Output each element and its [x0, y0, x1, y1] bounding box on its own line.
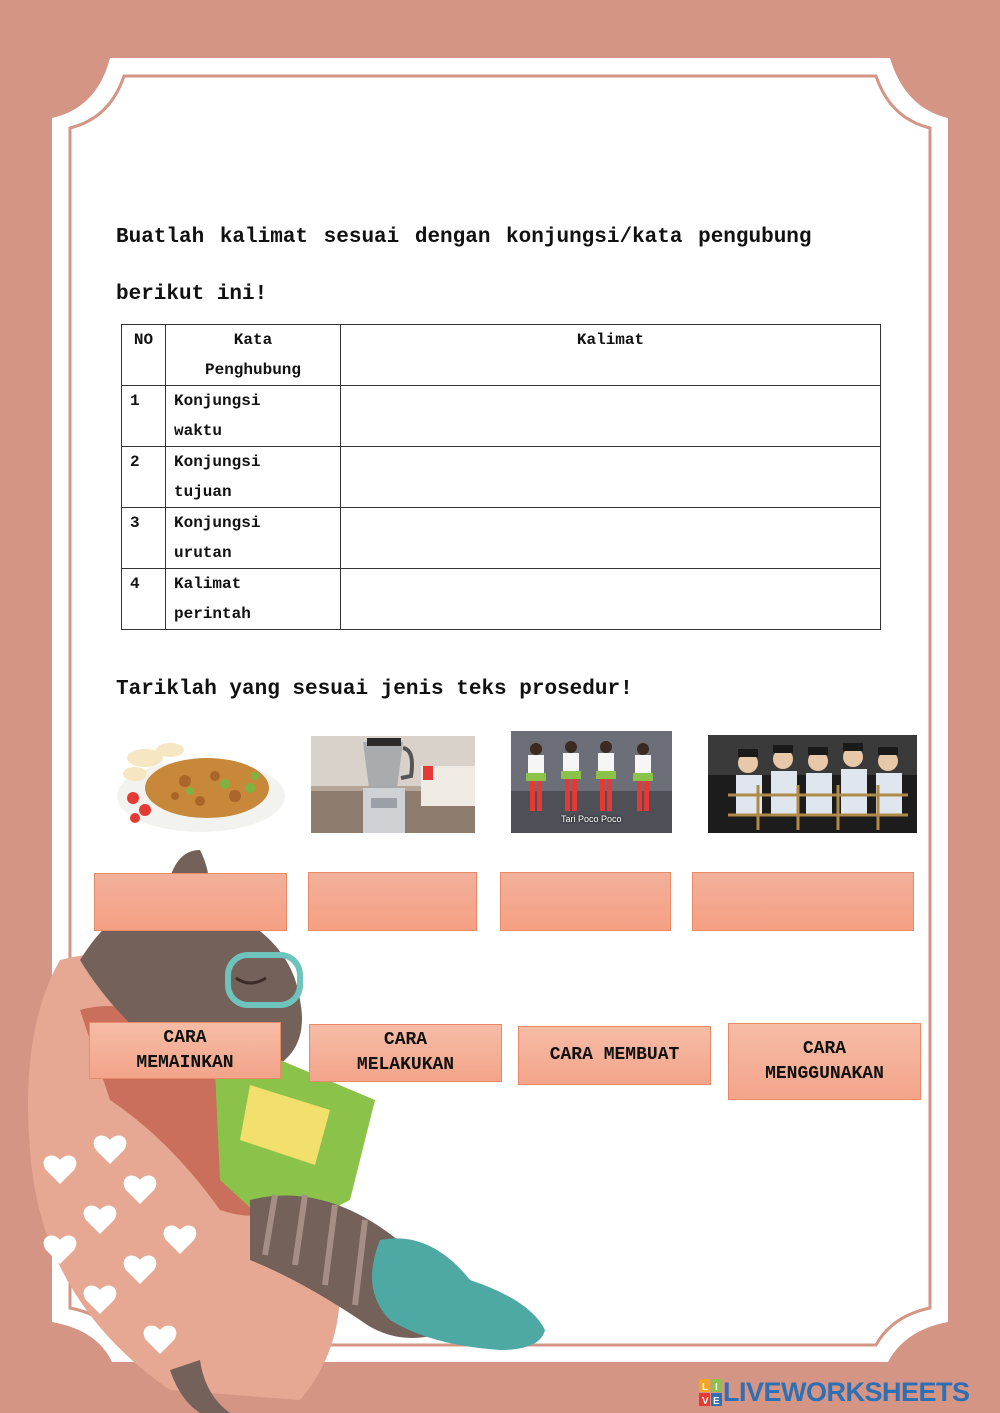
- header-kalimat: Kalimat: [341, 325, 881, 386]
- answer-label-membuat[interactable]: [518, 1026, 711, 1085]
- table-row: [122, 386, 881, 447]
- answer-label-line2: MELAKUKAN: [356, 1055, 455, 1075]
- table-row: [122, 569, 881, 630]
- svg-text:E: E: [713, 1395, 720, 1407]
- row-kata-line2: perintah: [174, 605, 251, 623]
- answer-label-menggunakan[interactable]: [728, 1023, 921, 1100]
- instruction-line-2: berikut ini!: [116, 283, 268, 306]
- row-kata-line1: Konjungsi: [174, 392, 261, 410]
- row-kata: [166, 386, 341, 447]
- row-kata-line2: urutan: [174, 544, 232, 562]
- header-kata-line1: Kata: [233, 331, 273, 349]
- drop-box-1[interactable]: [94, 873, 287, 931]
- answer-label-line1: CARA: [163, 1027, 207, 1048]
- instruction-2: Tariklah yang sesuai jenis teks prosedur!: [116, 678, 633, 701]
- answer-label-memainkan[interactable]: [89, 1022, 281, 1079]
- row-kata: [166, 508, 341, 569]
- conjunction-table: [121, 324, 881, 630]
- live-badge-icon: [699, 1379, 723, 1407]
- row-kata: [166, 569, 341, 630]
- row-kata-line1: Konjungsi: [174, 453, 261, 471]
- drop-box-3[interactable]: [500, 872, 671, 931]
- table-row: [122, 447, 881, 508]
- row-no: 1: [122, 386, 166, 447]
- instruction-line-1: Buatlah kalimat sesuai dengan konjungsi/kata pengubung: [116, 226, 812, 249]
- dance-photo: [511, 731, 672, 833]
- row-kalimat-input[interactable]: [341, 447, 881, 508]
- row-kata-line1: Kalimat: [174, 575, 242, 593]
- liveworksheets-logo: [699, 1377, 970, 1408]
- answer-label-line1: CARA MEMBUAT: [549, 1045, 680, 1065]
- dance-caption: Tari Poco Poco: [561, 814, 622, 824]
- answer-label-melakukan[interactable]: [309, 1024, 502, 1082]
- row-no: 2: [122, 447, 166, 508]
- answer-label-line2: MEMAINKAN: [136, 1052, 234, 1073]
- answer-label-line2: MENGGUNAKAN: [765, 1063, 884, 1084]
- drop-box-2[interactable]: [308, 872, 477, 931]
- header-kata-line2: Penghubung: [204, 361, 301, 379]
- logo-text: LIVEWORKSHEETS: [723, 1377, 970, 1407]
- svg-text:V: V: [702, 1395, 709, 1407]
- table-row: [122, 508, 881, 569]
- row-kalimat-input[interactable]: [341, 569, 881, 630]
- row-kalimat-input[interactable]: [341, 508, 881, 569]
- answer-label-line1: CARA: [802, 1038, 847, 1059]
- row-kata-line2: waktu: [174, 422, 223, 440]
- angklung-photo: [708, 735, 917, 833]
- fried-rice-photo: [115, 736, 287, 833]
- row-kata-line2: tujuan: [174, 483, 232, 501]
- row-no: 4: [122, 569, 166, 630]
- svg-text:L: L: [702, 1381, 709, 1393]
- drop-box-4[interactable]: [692, 872, 914, 931]
- answer-label-line1: CARA: [383, 1030, 428, 1050]
- row-kata: [166, 447, 341, 508]
- svg-text:I: I: [715, 1381, 718, 1393]
- table-header-row: [122, 325, 881, 386]
- row-kalimat-input[interactable]: [341, 386, 881, 447]
- row-kata-line1: Konjungsi: [174, 514, 261, 532]
- blender-photo: [311, 736, 475, 833]
- header-no: NO: [122, 325, 166, 386]
- header-kata-penghubung: [166, 325, 341, 386]
- row-no: 3: [122, 508, 166, 569]
